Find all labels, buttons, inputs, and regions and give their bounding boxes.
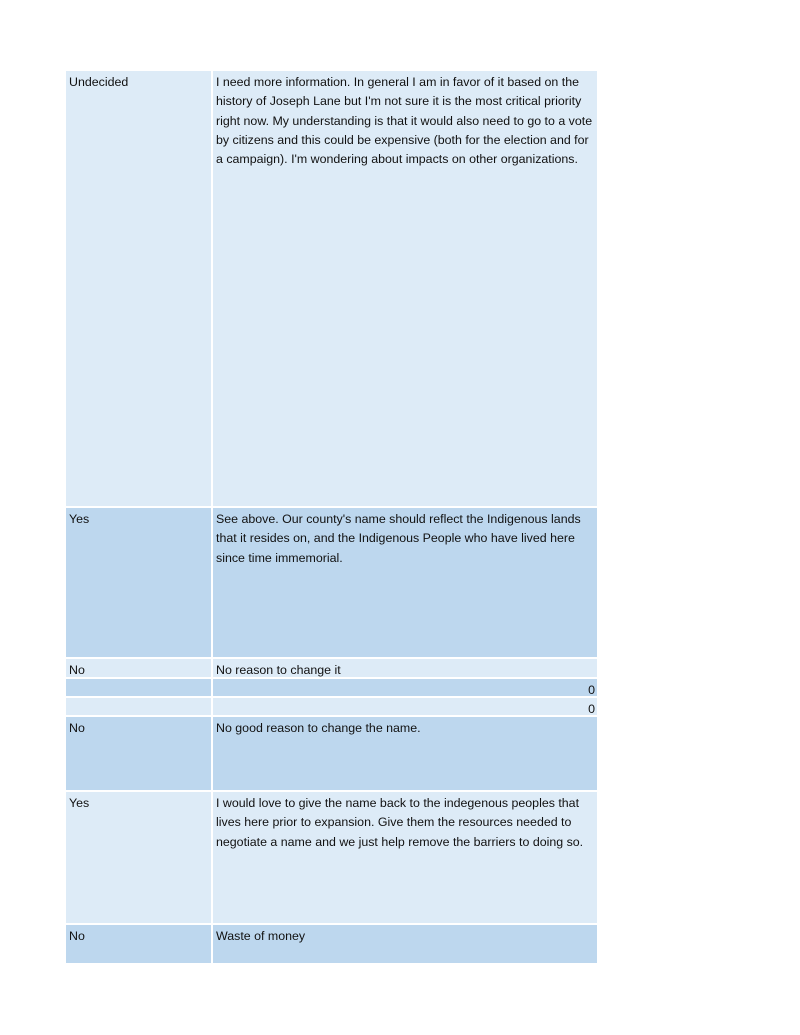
table-row — [66, 679, 597, 698]
response-cell: Yes — [66, 792, 213, 923]
response-cell — [66, 679, 213, 696]
table-row — [66, 698, 597, 717]
response-cell: No — [66, 717, 213, 790]
comment-cell: I need more information. In general I am in favor of it based on the history of Joseph Lane but I'm not sure it is the most critical priority right now. My understanding is that it would also need to go to a vote by citizens and this could be expensive (both for the election and for a campaign). I'm wondering about impacts on other organizations. — [216, 75, 593, 167]
table-row — [66, 792, 597, 925]
comment-cell: See above. Our county's name should reflect the Indigenous lands that it resides on, and the Indigenous People who have lived here since time immemorial. — [216, 512, 581, 565]
comment-cell: No good reason to change the name. — [216, 721, 421, 735]
response-cell — [66, 698, 213, 715]
survey-response-table — [66, 71, 597, 963]
response-cell: Undecided — [66, 71, 213, 506]
comment-cell: 0 — [588, 702, 595, 715]
comment-cell: I would love to give the name back to the indegenous peoples that lives here prior to expansion. Give them the resources needed to negotiate a name and we just help remove the barriers to doing so. — [216, 796, 584, 849]
table-row — [66, 659, 597, 679]
comment-cell: Waste of money — [216, 929, 306, 943]
response-cell: Yes — [66, 508, 213, 657]
comment-cell: No reason to change it — [216, 663, 341, 677]
comment-cell: 0 — [588, 683, 595, 696]
response-cell: No — [66, 659, 213, 677]
table-row — [66, 508, 597, 659]
table-row — [66, 925, 597, 963]
response-cell: No — [66, 925, 213, 963]
table-row — [66, 71, 597, 508]
table-row — [66, 717, 597, 792]
